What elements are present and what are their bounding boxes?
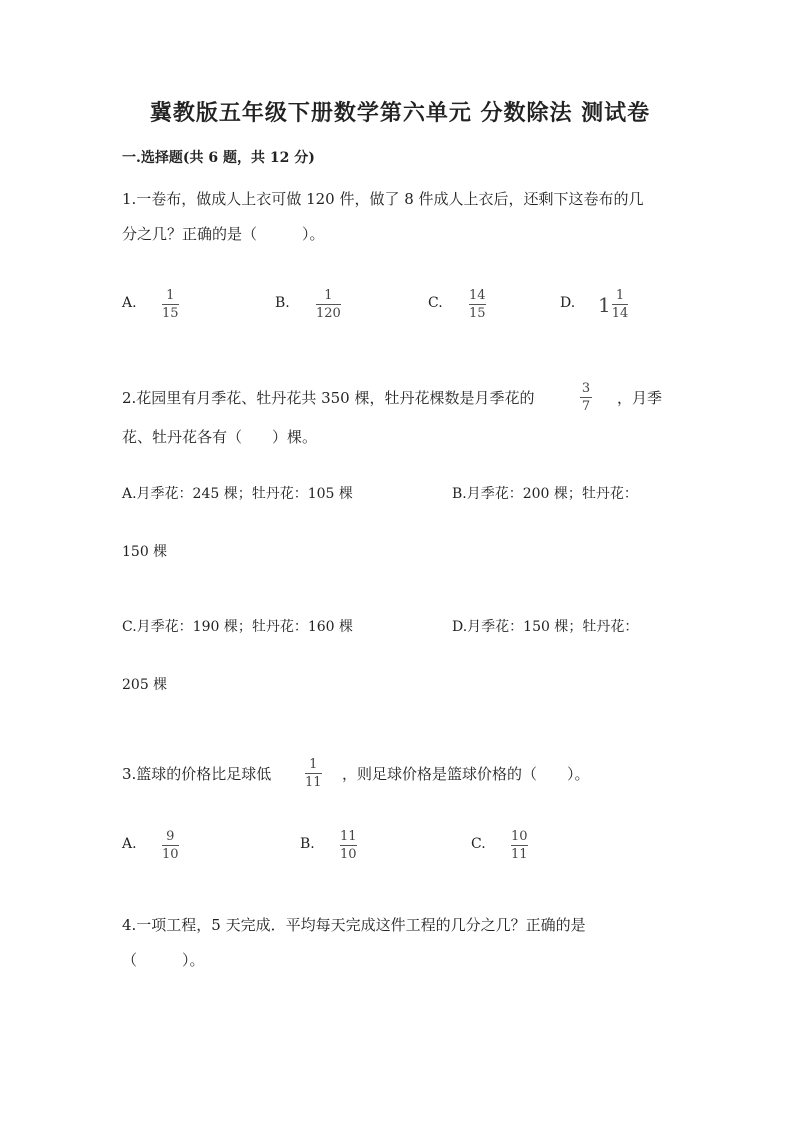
fraction-numerator: 1 — [166, 288, 175, 303]
fraction-numerator: 1 — [615, 288, 625, 303]
fraction-numerator: 10 — [511, 829, 528, 844]
fraction-numerator: 11 — [340, 829, 357, 844]
q1-option-a-fraction — [162, 288, 179, 321]
fraction-numerator: 1 — [309, 757, 318, 772]
fraction-numerator: 3 — [581, 381, 591, 396]
question-3-start: 3.篮球的价格比足球低 — [122, 765, 272, 783]
q3-inline-fraction — [305, 757, 322, 790]
fraction-denominator: 15 — [469, 306, 486, 321]
q1-option-c-fraction — [469, 288, 486, 321]
q1-option-a-label: A. — [122, 295, 137, 311]
q2-option-b: B.月季花：200 棵；牡丹花： — [452, 486, 638, 502]
q3-option-c-label: C. — [471, 836, 486, 852]
fraction-denominator: 120 — [316, 306, 341, 321]
q3-option-a-label: A. — [122, 836, 137, 852]
fraction-denominator: 11 — [305, 775, 322, 790]
fraction-denominator: 11 — [511, 847, 528, 862]
q3-option-b-label: B. — [300, 836, 315, 852]
question-2-line-1-end: ，月季 — [617, 389, 663, 407]
page-title: 冀教版五年级下册数学第六单元 分数除法 测试卷 — [149, 100, 651, 126]
q1-option-d-mixed-number — [598, 288, 628, 321]
q1-option-d-label: D. — [560, 295, 576, 311]
question-1-line-2: 分之几？正确的是（ ）。 — [122, 225, 325, 243]
question-2-line-2: 花、牡丹花各有（ ）棵。 — [122, 428, 318, 446]
q2-option-c: C.月季花：190 棵；牡丹花：160 棵 — [122, 619, 354, 635]
question-1-line-1: 1.一卷布，做成人上衣可做 120 件，做了 8 件成人上衣后，还剩下这卷布的几 — [122, 190, 644, 208]
q1-option-c-label: C. — [428, 295, 443, 311]
question-3-end: ，则足球价格是篮球价格的（ ）。 — [342, 765, 590, 783]
fraction-denominator: 10 — [340, 847, 357, 862]
q1-option-b-fraction — [316, 288, 341, 321]
fraction-denominator: 10 — [162, 847, 179, 862]
q2-inline-fraction — [580, 381, 592, 414]
fraction-denominator: 15 — [162, 306, 179, 321]
q2-option-b-continued: 150 棵 — [122, 544, 168, 560]
q1-option-b-label: B. — [275, 295, 290, 311]
fraction-denominator: 7 — [581, 399, 591, 414]
question-4-line-1: 4.一项工程，5 天完成．平均每天完成这件工程的几分之几？正确的是 — [122, 916, 586, 934]
q3-option-c-fraction — [511, 829, 528, 862]
q3-option-b-fraction — [340, 829, 357, 862]
section-heading: 一.选择题(共 6 题，共 12 分) — [122, 150, 315, 166]
question-4-line-2: （ ）。 — [122, 951, 205, 969]
q2-option-d: D.月季花：150 棵；牡丹花： — [452, 619, 639, 635]
q2-option-d-continued: 205 棵 — [122, 677, 168, 693]
q2-option-a: A.月季花：245 棵；牡丹花：105 棵 — [122, 486, 353, 502]
fraction-numerator: 1 — [324, 288, 333, 303]
fraction-numerator: 14 — [469, 288, 486, 303]
mixed-fraction-part — [612, 288, 629, 321]
q3-option-a-fraction — [162, 829, 179, 862]
mixed-whole-part: 1 — [598, 292, 611, 317]
fraction-denominator: 14 — [611, 306, 629, 321]
question-2-line-1-start: 2.花园里有月季花、牡丹花共 350 棵，牡丹花棵数是月季花的 — [122, 389, 535, 407]
fraction-numerator: 9 — [166, 829, 175, 844]
